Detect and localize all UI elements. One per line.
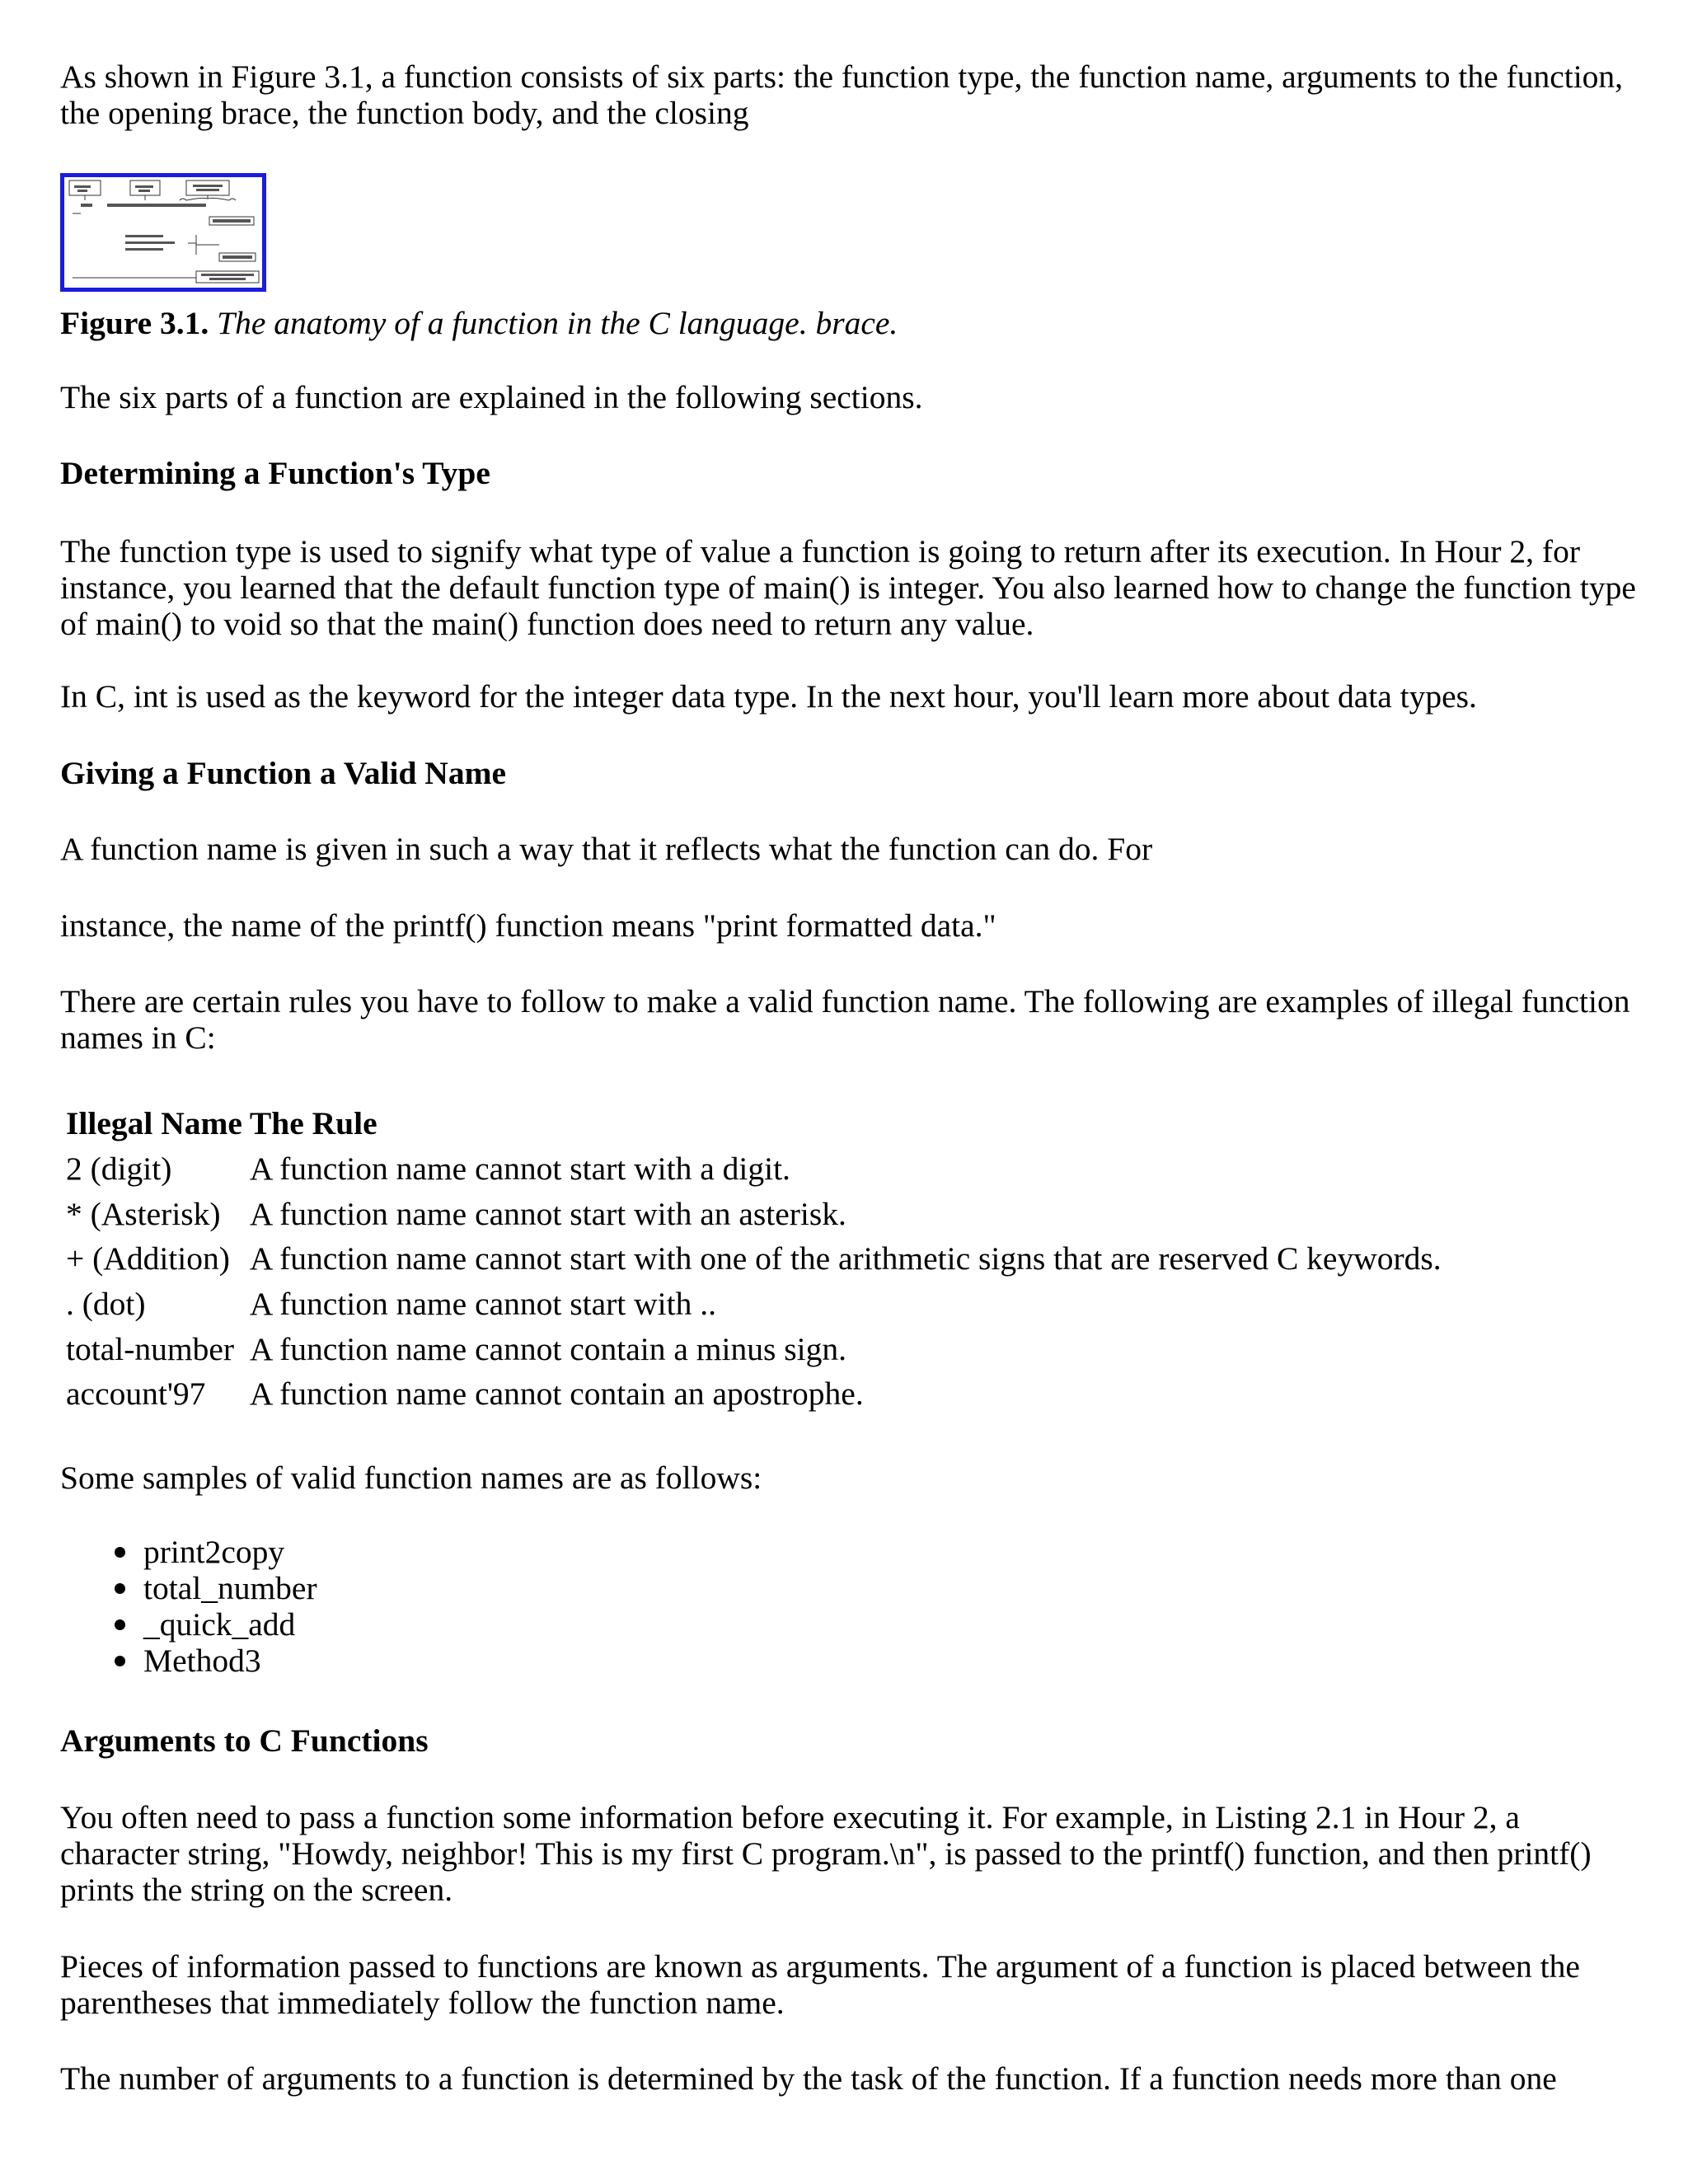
valid-name-paragraph-2: instance, the name of the printf() function means "print formatted data." <box>60 907 996 944</box>
column-header-illegal-name: Illegal Name <box>66 1105 242 1142</box>
table-row <box>66 1146 1449 1192</box>
table-row <box>66 1191 1449 1236</box>
valid-names-list <box>60 1534 317 1679</box>
valid-name-paragraph-1: A function name is given in such a way that it reflects what the function can do. For <box>60 831 1153 867</box>
heading-valid-name: Giving a Function a Valid Name <box>60 755 507 791</box>
heading-function-type: Determining a Function's Type <box>60 455 490 491</box>
valid-name-paragraph-3: There are certain rules you have to follow to make a valid function name. The following are examples of illegal function names in C: <box>60 983 1630 1056</box>
valid-names-intro-paragraph: Some samples of valid function names are as follows: <box>60 1460 762 1496</box>
function-anatomy-figure <box>60 173 266 292</box>
bullet-icon <box>115 1547 125 1558</box>
heading-arguments: Arguments to C Functions <box>60 1722 429 1759</box>
bullet-icon <box>115 1619 125 1630</box>
rule-cell: A function name cannot start with an asterisk. <box>249 1195 846 1232</box>
function-type-paragraph-2: In C, int is used as the keyword for the integer data type. In the next hour, you'll learn more about data types. <box>60 678 1477 715</box>
figure-caption-text: The anatomy of a function in the C language. brace. <box>217 305 898 341</box>
table-row <box>66 1326 1449 1371</box>
list-item-text: print2copy <box>143 1534 285 1570</box>
illegal-name-cell: * (Asterisk) <box>66 1195 221 1232</box>
illegal-name-cell: total-number <box>66 1330 235 1367</box>
function-anatomy-diagram <box>64 177 262 288</box>
table-header-row <box>66 1101 1449 1146</box>
figure-caption <box>60 305 898 341</box>
list-item-text: total_number <box>143 1570 317 1606</box>
list-item-text: Method3 <box>143 1643 261 1679</box>
table-row <box>66 1282 1449 1327</box>
table-row <box>66 1371 1449 1417</box>
list-item <box>60 1643 317 1679</box>
list-item <box>60 1606 317 1643</box>
illegal-name-cell: account'97 <box>66 1376 206 1413</box>
rule-cell: A function name cannot contain a minus sign. <box>249 1330 846 1367</box>
list-item <box>60 1570 317 1606</box>
bullet-icon <box>115 1583 125 1594</box>
illegal-name-cell: + (Addition) <box>66 1240 230 1277</box>
six-parts-paragraph: The six parts of a function are explained in the following sections. <box>60 379 923 415</box>
arguments-paragraph-3: The number of arguments to a function is determined by the task of the function. If a function needs more than one <box>60 2060 1557 2097</box>
arguments-paragraph-1: You often need to pass a function some information before executing it. For example, in Listing 2.1 in Hour 2, a character string, "Howdy, neighbor! This is my first C program.\n", is passed to the printf() function, and then printf() prints the string on the screen. <box>60 1799 1592 1908</box>
figure-label: Figure 3.1. <box>60 305 209 341</box>
illegal-name-cell: . (dot) <box>66 1286 146 1323</box>
arguments-box <box>186 180 229 195</box>
table-row <box>66 1236 1449 1282</box>
rule-cell: A function name cannot start with a digit. <box>249 1151 790 1188</box>
bullet-icon <box>115 1656 125 1666</box>
illegal-name-cell: 2 (digit) <box>66 1151 172 1188</box>
arguments-paragraph-2: Pieces of information passed to functions are known as arguments. The argument of a function is placed between the parentheses that immediately follow the function name. <box>60 1948 1580 2021</box>
column-header-rule: The Rule <box>249 1105 377 1142</box>
list-item-text: _quick_add <box>143 1606 296 1643</box>
function-type-paragraph-1: The function type is used to signify what type of value a function is going to return after its execution. In Hour 2, for instance, you learned that the default function type of main() is integer. You also learned how to change the function type of main() to void so that the main() function does need to return any value. <box>60 533 1636 642</box>
illegal-names-table <box>66 1101 1449 1417</box>
rule-cell: A function name cannot contain an apostrophe. <box>249 1376 864 1413</box>
closing-brace-box <box>196 271 259 283</box>
rule-cell: A function name cannot start with .. <box>249 1286 716 1323</box>
list-item <box>60 1534 317 1570</box>
intro-paragraph: As shown in Figure 3.1, a function consists of six parts: the function type, the function name, arguments to the function, the opening brace, the function body, and the closing <box>60 59 1624 131</box>
rule-cell: A function name cannot start with one of the arithmetic signs that are reserved C keywords. <box>249 1240 1442 1277</box>
